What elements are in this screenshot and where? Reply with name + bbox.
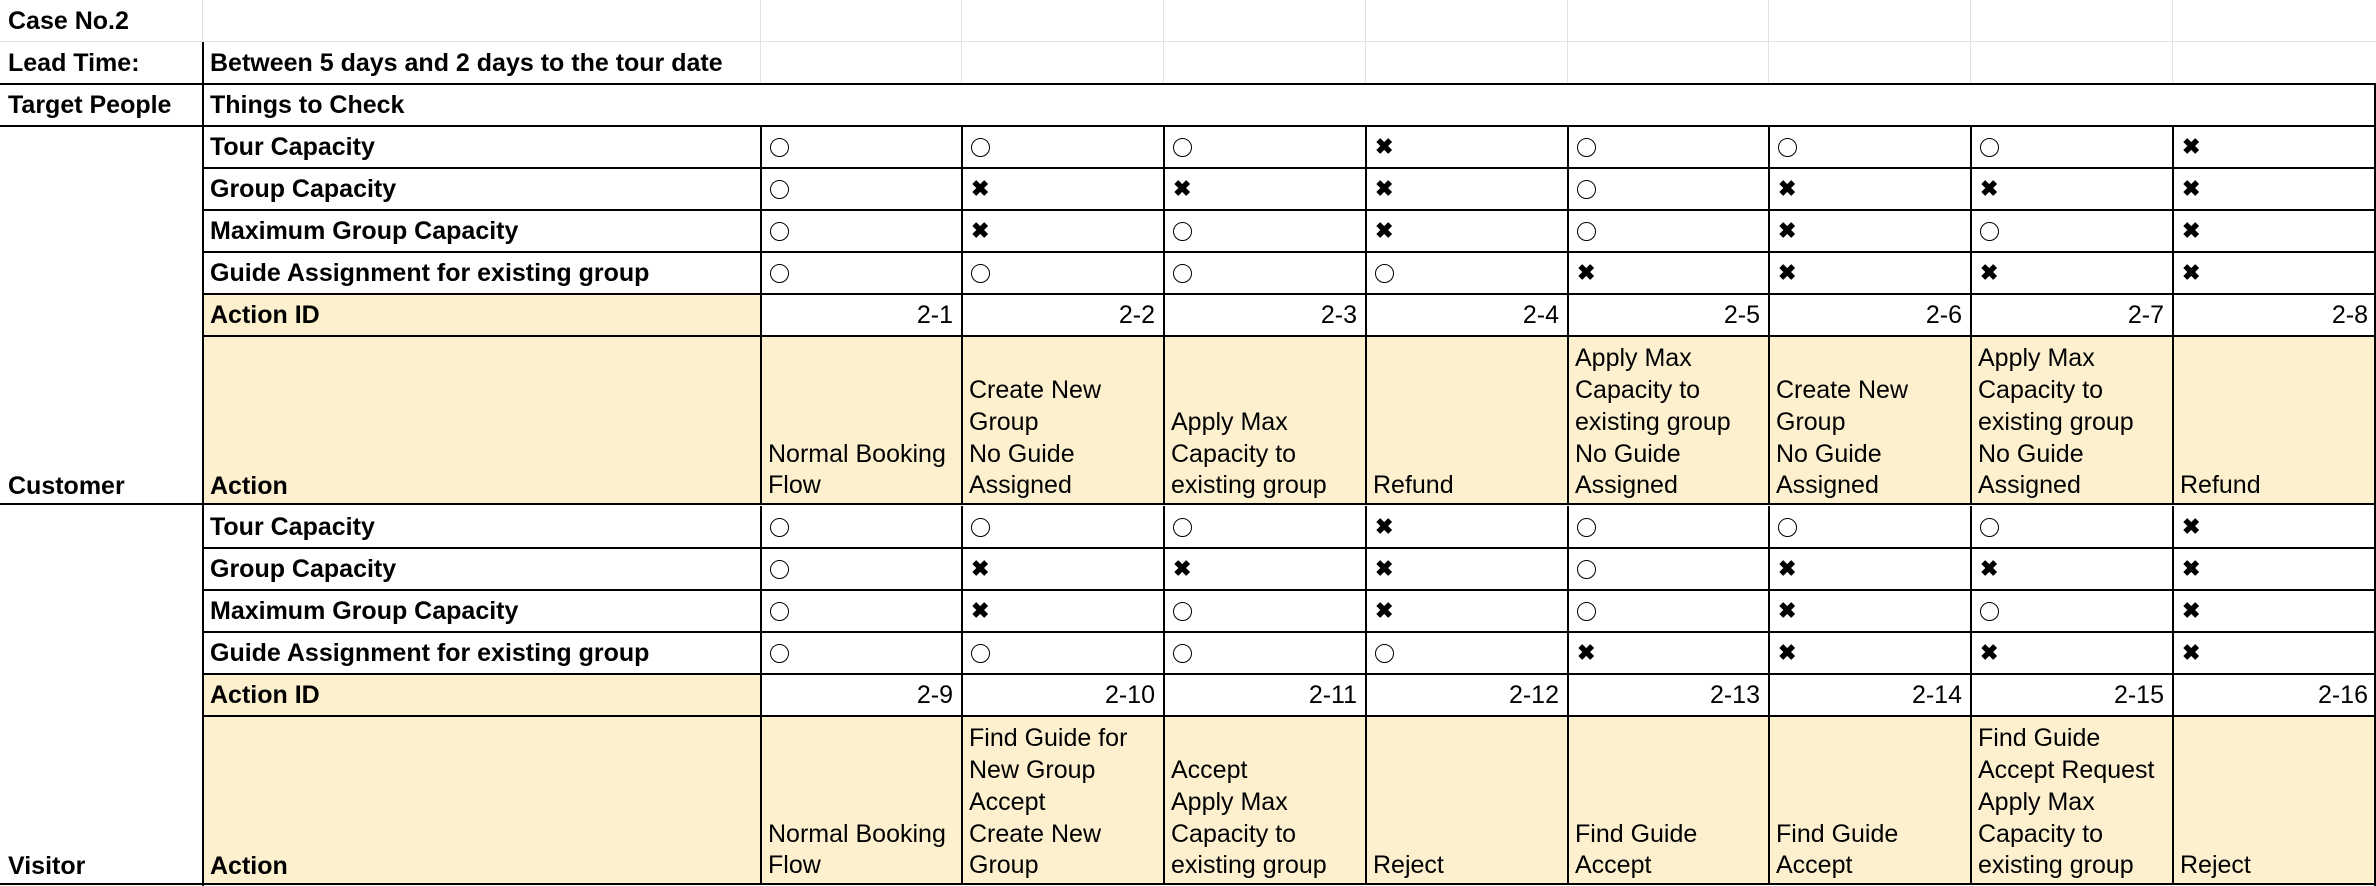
check-cell[interactable] xyxy=(1163,590,1365,632)
grid-line xyxy=(1365,0,1366,84)
circle-icon xyxy=(770,222,789,241)
border-line xyxy=(1768,126,1770,504)
border-line xyxy=(0,503,2376,505)
circle-icon xyxy=(1173,518,1192,537)
action-cell[interactable]: Normal Booking Flow xyxy=(760,716,961,884)
check-cell[interactable] xyxy=(1365,632,1567,674)
check-cell[interactable] xyxy=(1970,126,2172,168)
check-cell[interactable] xyxy=(1163,506,1365,548)
border-line xyxy=(0,83,2376,85)
check-cell[interactable] xyxy=(760,126,961,168)
border-line xyxy=(202,167,2376,169)
border-line xyxy=(961,506,963,884)
circle-icon xyxy=(971,644,990,663)
action-id-cell[interactable]: 2-5 xyxy=(1723,301,1760,329)
check-cell[interactable] xyxy=(1163,126,1365,168)
check-cell[interactable] xyxy=(1163,168,1365,210)
cross-icon: ✖ xyxy=(1980,640,1999,665)
check-cell[interactable] xyxy=(2172,548,2376,590)
grid-line xyxy=(760,0,761,84)
cross-icon: ✖ xyxy=(1375,134,1394,159)
grid-line xyxy=(961,0,962,84)
check-cell[interactable] xyxy=(961,126,1163,168)
border-line xyxy=(0,883,2376,885)
action-cell[interactable]: Find Guide Accept xyxy=(1567,716,1768,884)
target-visitor[interactable]: Visitor xyxy=(8,852,86,880)
border-line xyxy=(202,673,2376,675)
action-id-cell[interactable]: 2-2 xyxy=(1118,301,1155,329)
action-id-cell[interactable]: 2-6 xyxy=(1925,301,1962,329)
border-line xyxy=(202,293,2376,295)
action-id-cell[interactable]: 2-10 xyxy=(1104,681,1155,709)
circle-icon xyxy=(1577,518,1596,537)
cross-icon: ✖ xyxy=(1778,218,1797,243)
circle-icon xyxy=(1980,138,1999,157)
check-cell[interactable] xyxy=(760,210,961,252)
cross-icon: ✖ xyxy=(2182,218,2201,243)
check-cell[interactable] xyxy=(760,252,961,294)
border-line xyxy=(1567,506,1569,884)
circle-icon xyxy=(1778,138,1797,157)
check-cell[interactable] xyxy=(1970,210,2172,252)
cross-icon: ✖ xyxy=(2182,176,2201,201)
target-people-header[interactable]: Target People xyxy=(8,90,172,119)
check-cell[interactable] xyxy=(1768,168,1970,210)
check-cell[interactable] xyxy=(1768,252,1970,294)
check-cell[interactable] xyxy=(961,252,1163,294)
cross-icon: ✖ xyxy=(2182,640,2201,665)
check-cell[interactable] xyxy=(961,632,1163,674)
check-cell[interactable] xyxy=(2172,210,2376,252)
circle-icon xyxy=(1375,264,1394,283)
cross-icon: ✖ xyxy=(971,556,990,581)
action-label[interactable]: Action xyxy=(202,716,760,884)
circle-icon xyxy=(770,518,789,537)
cross-icon: ✖ xyxy=(1778,598,1797,623)
cross-icon: ✖ xyxy=(1577,640,1596,665)
action-cell[interactable]: Apply Max Capacity to existing group No Guide Assigned xyxy=(1567,336,1768,504)
circle-icon xyxy=(1980,518,1999,537)
check-cell[interactable] xyxy=(760,590,961,632)
action-cell[interactable]: Reject xyxy=(1365,716,1567,884)
action-id-cell[interactable]: 2-9 xyxy=(916,681,953,709)
check-cell[interactable] xyxy=(1970,632,2172,674)
action-cell[interactable]: Refund xyxy=(2172,336,2376,504)
check-cell[interactable] xyxy=(2172,506,2376,548)
check-cell[interactable] xyxy=(1567,126,1768,168)
circle-icon xyxy=(1577,222,1596,241)
border-line xyxy=(202,589,2376,591)
check-cell[interactable] xyxy=(1163,632,1365,674)
check-label-tour-capacity[interactable]: Tour Capacity xyxy=(210,513,375,541)
check-cell[interactable] xyxy=(1768,632,1970,674)
cross-icon: ✖ xyxy=(1375,598,1394,623)
circle-icon xyxy=(1577,560,1596,579)
lead-time-label-cell[interactable]: Lead Time: xyxy=(8,48,140,77)
cross-icon: ✖ xyxy=(1173,176,1192,201)
check-cell[interactable] xyxy=(1365,126,1567,168)
action-cell[interactable]: Accept Apply Max Capacity to existing group xyxy=(1163,716,1365,884)
border-line xyxy=(1970,126,1972,504)
check-label-guide-assignment-for-existing-group[interactable]: Guide Assignment for existing group xyxy=(210,639,650,667)
things-to-check-header[interactable]: Things to Check xyxy=(210,90,405,119)
circle-icon xyxy=(1375,644,1394,663)
check-cell[interactable] xyxy=(1970,590,2172,632)
check-cell[interactable] xyxy=(1768,126,1970,168)
border-line xyxy=(202,209,2376,211)
circle-icon xyxy=(1980,222,1999,241)
check-cell[interactable] xyxy=(1768,590,1970,632)
border-line xyxy=(1567,126,1569,504)
border-line xyxy=(1163,126,1165,504)
action-id-cell[interactable]: 2-8 xyxy=(2331,301,2368,329)
check-cell[interactable] xyxy=(961,506,1163,548)
cross-icon: ✖ xyxy=(1375,218,1394,243)
action-id-cell[interactable]: 2-11 xyxy=(1308,681,1357,709)
action-cell[interactable]: Find Guide for New Group Accept Create New Group xyxy=(961,716,1163,884)
check-cell[interactable] xyxy=(961,210,1163,252)
circle-icon xyxy=(1173,602,1192,621)
check-cell[interactable] xyxy=(760,506,961,548)
action-id-cell[interactable]: 2-13 xyxy=(1709,681,1760,709)
grid-line xyxy=(0,41,2376,42)
action-id-cell[interactable]: 2-12 xyxy=(1508,681,1559,709)
check-cell[interactable] xyxy=(1567,252,1768,294)
circle-icon xyxy=(1173,644,1192,663)
check-label-maximum-group-capacity[interactable]: Maximum Group Capacity xyxy=(210,597,519,625)
circle-icon xyxy=(1577,138,1596,157)
circle-icon xyxy=(770,644,789,663)
check-cell[interactable] xyxy=(2172,590,2376,632)
check-cell[interactable] xyxy=(1567,506,1768,548)
cross-icon: ✖ xyxy=(1577,260,1596,285)
cross-icon: ✖ xyxy=(2182,556,2201,581)
cross-icon: ✖ xyxy=(1778,640,1797,665)
border-line xyxy=(202,631,2376,633)
action-cell[interactable]: Find Guide Accept Request Apply Max Capacity to existing group xyxy=(1970,716,2172,884)
circle-icon xyxy=(1577,180,1596,199)
border-line xyxy=(202,251,2376,253)
circle-icon xyxy=(1778,518,1797,537)
check-cell[interactable] xyxy=(1567,210,1768,252)
cross-icon: ✖ xyxy=(1980,556,1999,581)
grid-line xyxy=(2172,0,2173,84)
grid-line xyxy=(1768,0,1769,84)
cross-icon: ✖ xyxy=(2182,598,2201,623)
border-line xyxy=(760,126,762,504)
action-cell[interactable]: Refund xyxy=(1365,336,1567,504)
action-id-cell[interactable]: 2-1 xyxy=(916,301,953,329)
check-cell[interactable] xyxy=(760,548,961,590)
check-cell[interactable] xyxy=(1970,548,2172,590)
case-number-cell[interactable]: Case No.2 xyxy=(8,6,129,35)
circle-icon xyxy=(770,560,789,579)
check-cell[interactable] xyxy=(1567,168,1768,210)
action-id-cell[interactable]: 2-7 xyxy=(2127,301,2164,329)
border-line xyxy=(1365,126,1367,504)
action-cell[interactable]: Apply Max Capacity to existing group No Guide Assigned xyxy=(1970,336,2172,504)
check-cell[interactable] xyxy=(1970,168,2172,210)
check-cell[interactable] xyxy=(961,590,1163,632)
action-cell[interactable]: Create New Group No Guide Assigned xyxy=(961,336,1163,504)
check-cell[interactable] xyxy=(1365,210,1567,252)
circle-icon xyxy=(770,602,789,621)
border-line xyxy=(202,547,2376,549)
check-cell[interactable] xyxy=(1970,506,2172,548)
check-cell[interactable] xyxy=(1567,548,1768,590)
circle-icon xyxy=(770,180,789,199)
border-line xyxy=(1768,506,1770,884)
circle-icon xyxy=(770,264,789,283)
action-label[interactable]: Action xyxy=(202,336,760,504)
cross-icon: ✖ xyxy=(1980,176,1999,201)
action-cell[interactable]: Create New Group No Guide Assigned xyxy=(1768,336,1970,504)
cross-icon: ✖ xyxy=(1375,556,1394,581)
check-cell[interactable] xyxy=(1970,252,2172,294)
circle-icon xyxy=(1173,138,1192,157)
action-id-cell[interactable]: 2-3 xyxy=(1320,301,1357,329)
check-cell[interactable] xyxy=(961,168,1163,210)
border-line xyxy=(0,125,2376,127)
check-cell[interactable] xyxy=(760,168,961,210)
cross-icon: ✖ xyxy=(971,218,990,243)
check-cell[interactable] xyxy=(760,632,961,674)
border-line xyxy=(1163,506,1165,884)
check-cell[interactable] xyxy=(1163,210,1365,252)
check-cell[interactable] xyxy=(2172,632,2376,674)
check-cell[interactable] xyxy=(1567,590,1768,632)
action-id-cell[interactable]: 2-16 xyxy=(2317,681,2368,709)
check-cell[interactable] xyxy=(1365,590,1567,632)
border-line xyxy=(760,506,762,884)
check-cell[interactable] xyxy=(2172,126,2376,168)
border-line xyxy=(2172,506,2174,884)
action-id-label[interactable]: Action ID xyxy=(202,294,760,336)
action-id-cell[interactable]: 2-4 xyxy=(1522,301,1559,329)
action-cell[interactable]: Reject xyxy=(2172,716,2376,884)
circle-icon xyxy=(770,138,789,157)
check-label-maximum-group-capacity[interactable]: Maximum Group Capacity xyxy=(210,217,519,245)
action-id-label[interactable]: Action ID xyxy=(202,674,760,716)
action-cell[interactable]: Find Guide Accept xyxy=(1768,716,1970,884)
action-id-cell[interactable]: 2-14 xyxy=(1911,681,1962,709)
action-id-cell[interactable]: 2-15 xyxy=(2113,681,2164,709)
circle-icon xyxy=(1173,264,1192,283)
cross-icon: ✖ xyxy=(1778,260,1797,285)
check-cell[interactable] xyxy=(1365,548,1567,590)
check-cell[interactable] xyxy=(1567,632,1768,674)
cross-icon: ✖ xyxy=(971,176,990,201)
check-label-group-capacity[interactable]: Group Capacity xyxy=(210,555,397,583)
cross-icon: ✖ xyxy=(971,598,990,623)
check-cell[interactable] xyxy=(961,548,1163,590)
action-cell[interactable]: Normal Booking Flow xyxy=(760,336,961,504)
target-customer[interactable]: Customer xyxy=(8,472,125,500)
cross-icon: ✖ xyxy=(1778,556,1797,581)
cross-icon: ✖ xyxy=(1980,260,1999,285)
check-cell[interactable] xyxy=(1365,506,1567,548)
border-line xyxy=(202,335,2376,337)
cross-icon: ✖ xyxy=(1173,556,1192,581)
border-line xyxy=(202,715,2376,717)
circle-icon xyxy=(971,138,990,157)
check-cell[interactable] xyxy=(1768,210,1970,252)
grid-line xyxy=(1970,0,1971,84)
circle-icon xyxy=(1173,222,1192,241)
circle-icon xyxy=(1980,602,1999,621)
border-line xyxy=(961,126,963,504)
cross-icon: ✖ xyxy=(2182,514,2201,539)
check-cell[interactable] xyxy=(1768,548,1970,590)
check-cell[interactable] xyxy=(1768,506,1970,548)
check-cell[interactable] xyxy=(2172,252,2376,294)
cross-icon: ✖ xyxy=(1375,514,1394,539)
lead-time-value-cell[interactable]: Between 5 days and 2 days to the tour date xyxy=(210,48,723,77)
check-label-tour-capacity[interactable]: Tour Capacity xyxy=(210,133,375,161)
check-cell[interactable] xyxy=(1163,548,1365,590)
circle-icon xyxy=(1577,602,1596,621)
grid-line xyxy=(1567,0,1568,84)
circle-icon xyxy=(971,518,990,537)
action-cell[interactable]: Apply Max Capacity to existing group xyxy=(1163,336,1365,504)
border-line xyxy=(1970,506,1972,884)
border-line xyxy=(202,42,204,886)
cross-icon: ✖ xyxy=(2182,134,2201,159)
check-label-guide-assignment-for-existing-group[interactable]: Guide Assignment for existing group xyxy=(210,259,650,287)
check-cell[interactable] xyxy=(1365,168,1567,210)
cross-icon: ✖ xyxy=(2182,260,2201,285)
cross-icon: ✖ xyxy=(1778,176,1797,201)
check-label-group-capacity[interactable]: Group Capacity xyxy=(210,175,397,203)
grid-line xyxy=(1163,0,1164,84)
border-line xyxy=(2172,126,2174,504)
circle-icon xyxy=(971,264,990,283)
check-cell[interactable] xyxy=(1365,252,1567,294)
cross-icon: ✖ xyxy=(1375,176,1394,201)
border-line xyxy=(1365,506,1367,884)
check-cell[interactable] xyxy=(2172,168,2376,210)
check-cell[interactable] xyxy=(1163,252,1365,294)
